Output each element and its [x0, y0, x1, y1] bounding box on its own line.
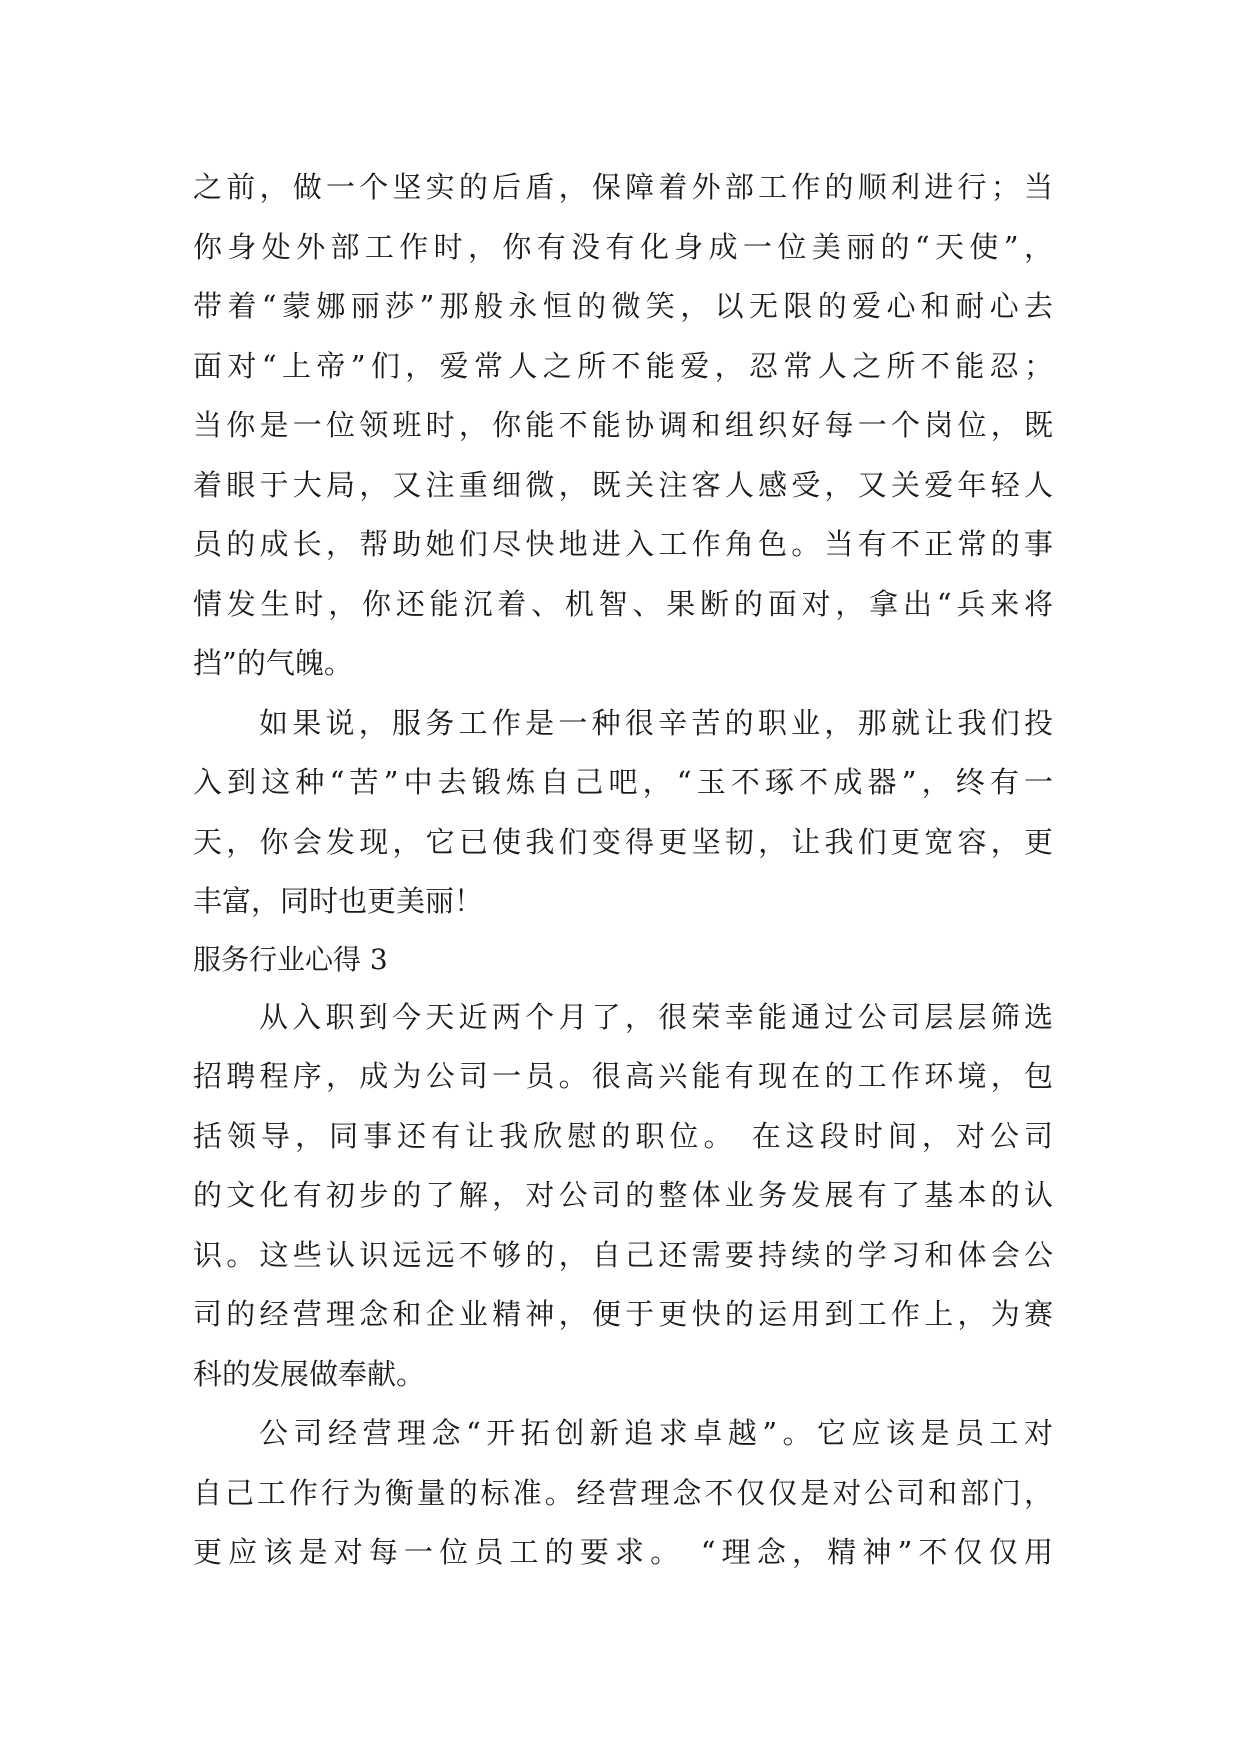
text-line: 带着“蒙娜丽莎”那般永恒的微笑，以无限的爱心和耐心去	[193, 289, 1053, 323]
text-line: 招聘程序，成为公司一员。很高兴能有现在的工作环境，包	[193, 1059, 1053, 1093]
text-line: 你身处外部工作时，你有没有化身成一位美丽的“天使”，	[193, 229, 1053, 264]
text-line: 司的经营理念和企业精神，便于更快的运用到工作上，为赛	[193, 1297, 1053, 1331]
text-line: 入到这种“苦”中去锻炼自己吧，“玉不琢不成器”，终有一	[193, 765, 1053, 799]
text-line: 识。这些认识远远不够的，自己还需要持续的学习和体会公	[193, 1237, 1053, 1272]
text-line: 括领导，同事还有让我欣慰的职位。 在这段时间，对公司	[193, 1118, 1053, 1153]
text-line: 公司经营理念“开拓创新追求卓越”。它应该是员工对	[259, 1416, 1053, 1450]
text-line: 着眼于大局，又注重细微，既关注客人感受，又关爱年轻人	[193, 467, 1053, 502]
paragraph	[193, 988, 1053, 1405]
text-line: 天，你会发现，它已使我们变得更坚韧，让我们更宽容，更	[193, 824, 1053, 859]
text-line: 从入职到今天近两个月了，很荣幸能通过公司层层筛选	[259, 999, 1053, 1034]
section-heading: 服务行业心得 3	[193, 942, 388, 976]
paragraph-continuation	[193, 158, 1053, 694]
text-line: 如果说，服务工作是一种很辛苦的职业，那就让我们投	[259, 705, 1053, 740]
text-line: 当你是一位领班时，你能不能协调和组织好每一个岗位，既	[193, 408, 1053, 442]
paragraph	[193, 694, 1053, 932]
text-line: 的文化有初步的了解，对公司的整体业务发展有了基本的认	[193, 1178, 1053, 1212]
text-line: 丰富，同时也更美丽！	[193, 884, 484, 918]
text-line: 面对“上帝”们，爱常人之所不能爱，忍常人之所不能忍；	[193, 348, 1053, 383]
text-line: 情发生时，你还能沉着、机智、果断的面对，拿出“兵来将	[193, 586, 1053, 621]
text-line: 科的发展做奉献。	[193, 1356, 426, 1391]
paragraph	[193, 1404, 1053, 1583]
text-line: 之前，做一个坚实的后盾，保障着外部工作的顺利进行；当	[193, 170, 1053, 204]
text-line: 员的成长，帮助她们尽快地进入工作角色。当有不正常的事	[193, 527, 1053, 561]
text-line: 更应该是对每一位员工的要求。 “理念，精神”不仅仅用	[193, 1535, 1053, 1569]
text-line: 挡”的气魄。	[193, 646, 353, 680]
body-text	[193, 158, 1053, 1583]
text-line: 自己工作行为衡量的标准。经营理念不仅仅是对公司和部门，	[193, 1475, 1053, 1510]
